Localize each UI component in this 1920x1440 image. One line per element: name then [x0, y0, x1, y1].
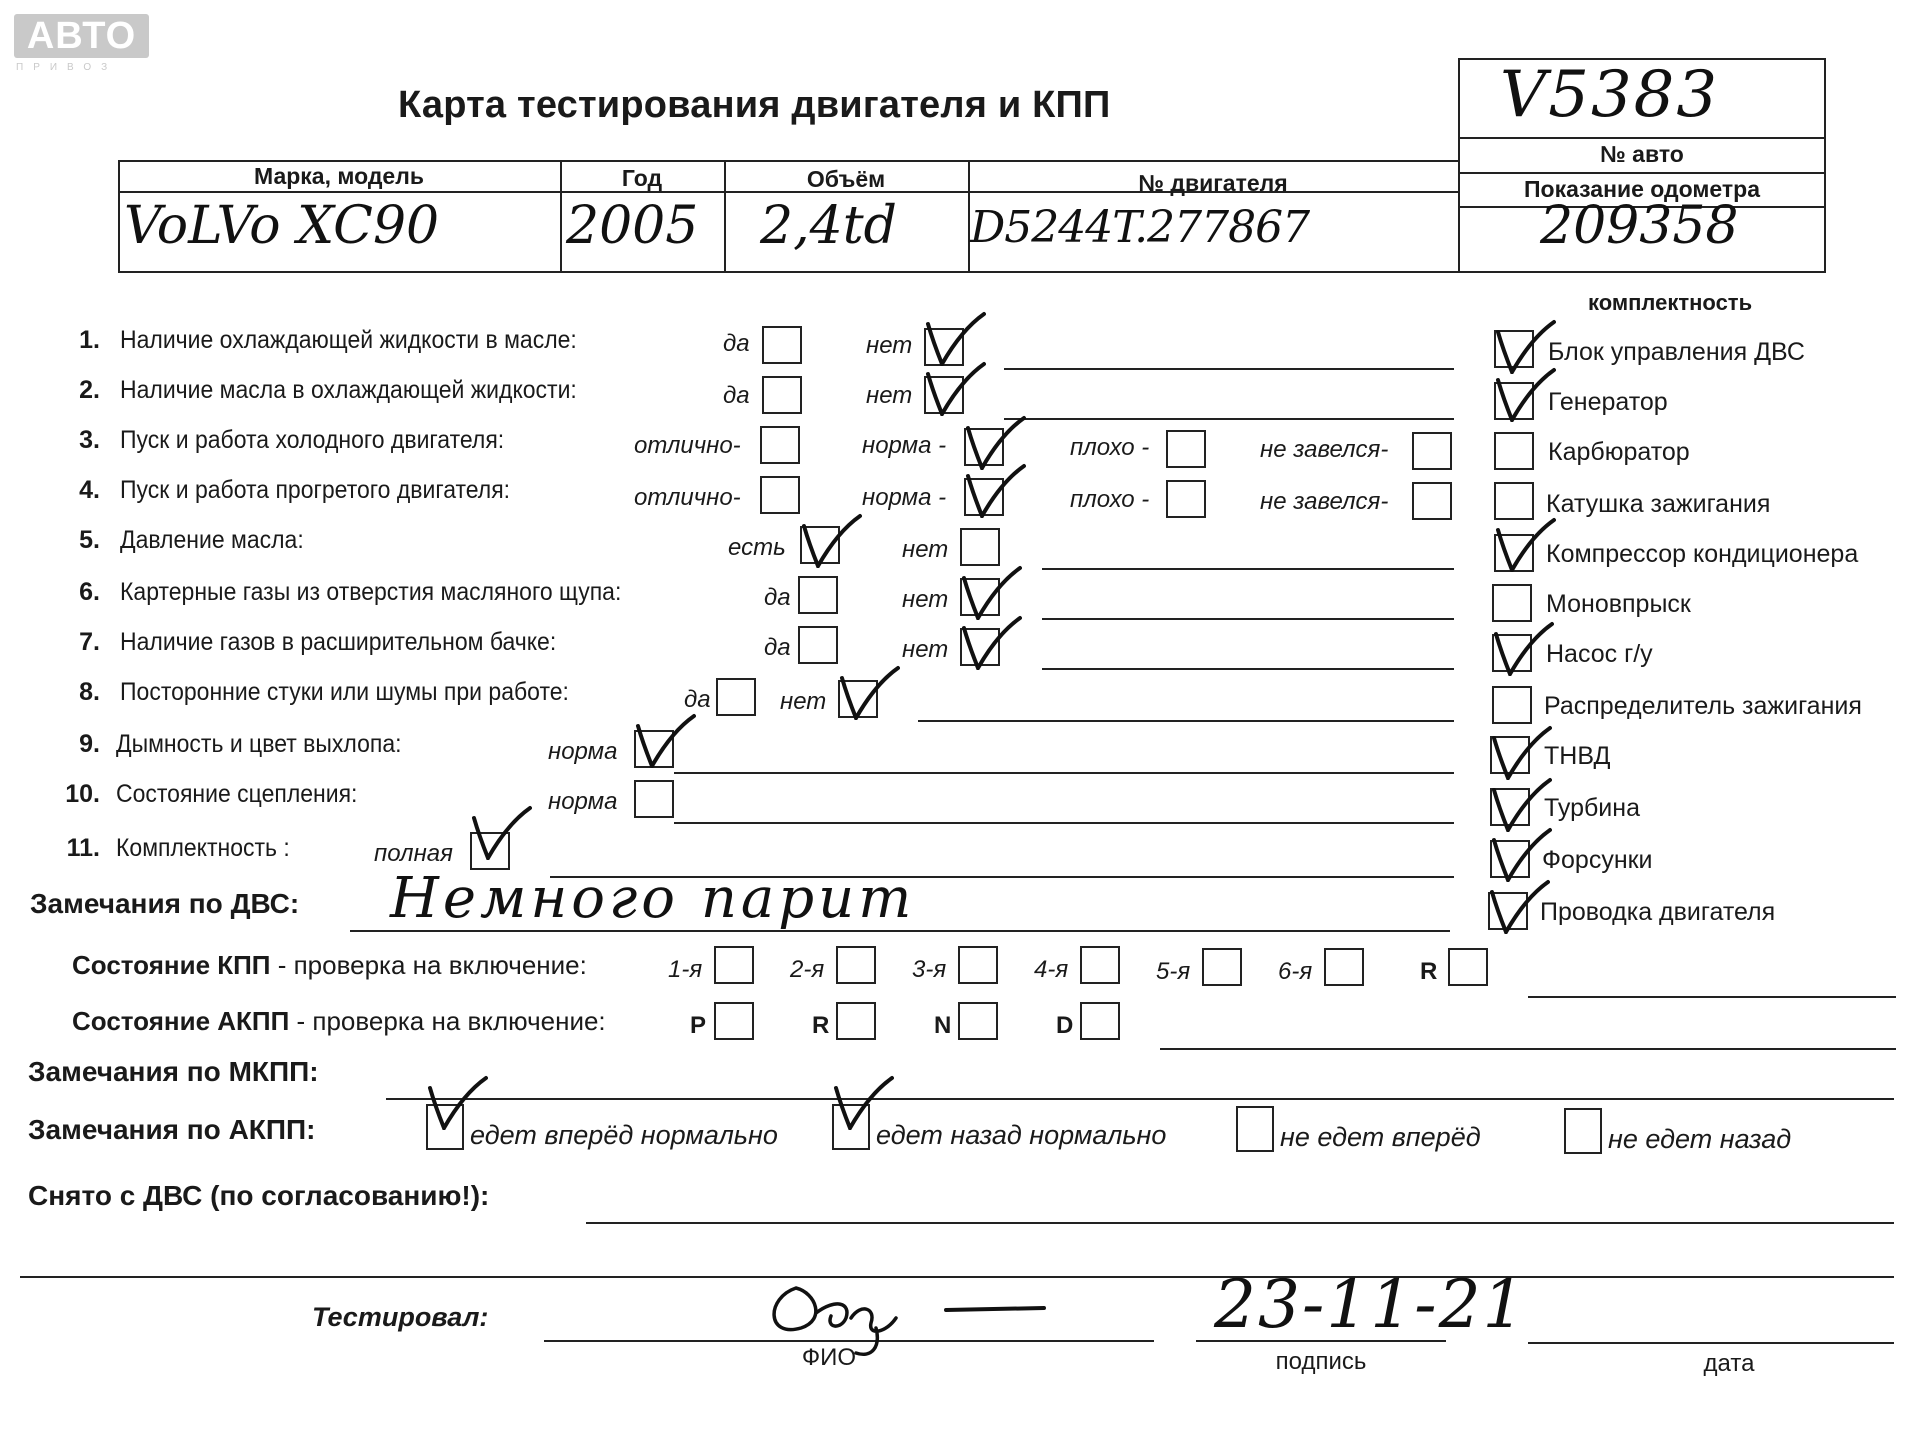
q3-normal-checkbox[interactable] — [964, 428, 1004, 466]
question-11-text: Комплектность : — [116, 834, 290, 862]
akpp-back-ok-checkbox[interactable] — [832, 1104, 870, 1150]
akpp-forward-ok-label: едет вперёд нормально — [470, 1120, 778, 1150]
q4-nostart-checkbox[interactable] — [1412, 482, 1452, 520]
akpp-mode-label: R — [812, 1012, 830, 1039]
logo-main-text: АВТО — [14, 14, 149, 58]
gear-1-checkbox[interactable] — [714, 946, 754, 984]
akpp-no-back-checkbox[interactable] — [1564, 1108, 1602, 1154]
remarks-dvs-value: Немного парит — [390, 866, 916, 931]
gear-label: 6-я — [1278, 958, 1313, 985]
remarks-mkpp-line — [386, 1098, 1894, 1100]
engine-no-value: D5244T.277867 — [970, 202, 1310, 253]
kit-item-label: Катушка зажигания — [1546, 490, 1771, 518]
q6-yes-checkbox[interactable] — [798, 576, 838, 614]
q4-opt-nostart-label: не завелся- — [1260, 488, 1389, 515]
gear-r-checkbox[interactable] — [1448, 948, 1488, 986]
model-value: VoLVo XC90 — [124, 196, 440, 256]
fio-caption: ФИО — [801, 1344, 857, 1371]
removed-line-2 — [20, 1276, 1894, 1278]
answer-line — [674, 822, 1454, 824]
akpp-mode-label: D — [1056, 1012, 1074, 1039]
kpp-label-rest: - проверка на включение: — [270, 950, 587, 980]
q10-opt-normal-label: норма — [548, 788, 618, 815]
gear-4-checkbox[interactable] — [1080, 946, 1120, 984]
akpp-label-rest: - проверка на включение: — [289, 1006, 606, 1036]
question-number: 9. — [79, 730, 100, 758]
akpp-mode-label: N — [934, 1012, 952, 1039]
remarks-akpp-label: Замечания по АКПП: — [28, 1114, 316, 1145]
gear-6-checkbox[interactable] — [1324, 948, 1364, 986]
kit-item-label: Форсунки — [1542, 846, 1653, 874]
q2-yes-checkbox[interactable] — [762, 376, 802, 414]
car-number-value: V5383 — [1500, 58, 1720, 132]
q4-opt-excellent-label: отлично- — [634, 484, 741, 511]
akpp-line — [1160, 1048, 1896, 1050]
q2-no-checkbox[interactable] — [924, 376, 964, 414]
kit-checkbox[interactable] — [1494, 330, 1534, 368]
q1-yes-checkbox[interactable] — [762, 326, 802, 364]
q11-opt-full-label: полная — [374, 840, 453, 867]
kit-item-label: Моновпрыск — [1546, 590, 1691, 618]
akpp-r-checkbox[interactable] — [836, 1002, 876, 1040]
remarks-dvs-label: Замечания по ДВС: — [30, 888, 300, 919]
question-number: 5. — [79, 526, 100, 554]
q6-opt-yes-label: да — [764, 584, 791, 611]
q9-opt-normal-label: норма — [548, 738, 618, 765]
q4-normal-checkbox[interactable] — [964, 478, 1004, 516]
q5-opt-yes-label: есть — [728, 534, 786, 561]
question-number: 8. — [79, 678, 100, 706]
kit-item-label: Турбина — [1544, 794, 1640, 822]
q1-opt-yes-label: да — [723, 330, 750, 357]
kit-item-label: Насос г/у — [1546, 640, 1653, 668]
date-line — [1528, 1342, 1894, 1344]
removed-label: Снято с ДВС (по согласованию!): — [28, 1180, 490, 1211]
question-number: 6. — [79, 578, 100, 606]
question-2-text: Наличие масла в охлаждающей жидкости: — [120, 376, 577, 404]
akpp-p-checkbox[interactable] — [714, 1002, 754, 1040]
removed-line — [586, 1222, 1894, 1224]
akpp-no-forward-label: не едет вперёд — [1280, 1122, 1481, 1152]
col-header-year: Год — [621, 165, 663, 191]
car-number-label: № авто — [1600, 141, 1684, 167]
q1-opt-no-label: нет — [866, 332, 913, 359]
col-header-volume: Объём — [806, 166, 886, 192]
q6-no-checkbox[interactable] — [960, 578, 1000, 616]
q8-yes-checkbox[interactable] — [716, 678, 756, 716]
akpp-back-ok-label: едет назад нормально — [876, 1120, 1167, 1150]
q3-excellent-checkbox[interactable] — [760, 426, 800, 464]
kit-item-label: Компрессор кондиционера — [1546, 540, 1859, 568]
question-number: 3. — [79, 426, 100, 454]
akpp-mode-label: P — [690, 1012, 707, 1039]
kpp-label-bold: Состояние КПП — [72, 950, 271, 980]
signature-caption: подпись — [1275, 1348, 1367, 1375]
page-title: Карта тестирования двигателя и КПП — [398, 84, 1111, 126]
kit-checkbox[interactable] — [1492, 634, 1532, 672]
q8-no-checkbox[interactable] — [838, 680, 878, 718]
kit-checkbox[interactable] — [1492, 584, 1532, 622]
question-number: 7. — [79, 628, 100, 656]
kit-checkbox[interactable] — [1494, 534, 1534, 572]
logo-sub-text: ПРИВОЗ — [16, 62, 118, 73]
col-header-engine-no: № двигателя — [1138, 170, 1288, 196]
q7-opt-no-label: нет — [902, 636, 949, 663]
question-10-text: Состояние сцепления: — [116, 780, 358, 808]
gear-label: 5-я — [1156, 958, 1191, 985]
car-number-divider — [1458, 137, 1826, 139]
question-number: 4. — [79, 476, 100, 504]
answer-line — [674, 772, 1454, 774]
gear-label: 3-я — [912, 956, 947, 983]
akpp-forward-ok-checkbox[interactable] — [426, 1104, 464, 1150]
question-number: 10. — [65, 780, 100, 808]
gear-label: R — [1420, 958, 1438, 985]
q11-full-checkbox[interactable] — [470, 832, 510, 870]
q4-excellent-checkbox[interactable] — [760, 476, 800, 514]
answer-line — [1042, 668, 1454, 670]
q3-opt-nostart-label: не завелся- — [1260, 436, 1389, 463]
gear-label: 1-я — [668, 956, 703, 983]
car-number-divider-2 — [1458, 172, 1826, 174]
q8-opt-no-label: нет — [780, 688, 827, 715]
answer-line — [1042, 618, 1454, 620]
q5-no-checkbox[interactable] — [960, 528, 1000, 566]
q8-opt-yes-label: да — [684, 686, 711, 713]
kit-checkbox[interactable] — [1494, 382, 1534, 420]
akpp-n-checkbox[interactable] — [958, 1002, 998, 1040]
q2-opt-no-label: нет — [866, 382, 913, 409]
kit-checkbox[interactable] — [1490, 788, 1530, 826]
kpp-label — [72, 950, 587, 981]
question-5-text: Давление масла: — [120, 526, 304, 554]
kit-heading: комплектность — [1588, 290, 1753, 315]
q2-opt-yes-label: да — [723, 382, 750, 409]
kit-item-label: Проводка двигателя — [1540, 898, 1776, 926]
kit-checkbox[interactable] — [1494, 432, 1534, 470]
kit-checkbox[interactable] — [1490, 736, 1530, 774]
q5-yes-checkbox[interactable] — [800, 526, 840, 564]
akpp-d-checkbox[interactable] — [1080, 1002, 1120, 1040]
gear-5-checkbox[interactable] — [1202, 948, 1242, 986]
gear-3-checkbox[interactable] — [958, 946, 998, 984]
date-value: 23-11-21 — [1214, 1266, 1527, 1343]
q10-normal-checkbox[interactable] — [634, 780, 674, 818]
fio-line — [544, 1340, 1154, 1342]
question-6-text: Картерные газы из отверстия масляного щупа: — [120, 578, 622, 606]
q7-yes-checkbox[interactable] — [798, 626, 838, 664]
date-caption: дата — [1703, 1350, 1755, 1377]
question-8-text: Посторонние стуки или шумы при работе: — [120, 678, 569, 706]
kit-item-label: Генератор — [1548, 388, 1668, 416]
question-4-text: Пуск и работа прогретого двигателя: — [120, 476, 511, 504]
company-logo — [14, 14, 154, 73]
col-header-model: Марка, модель — [254, 163, 424, 189]
gear-2-checkbox[interactable] — [836, 946, 876, 984]
kit-item-label: Карбюратор — [1548, 438, 1690, 466]
akpp-no-forward-checkbox[interactable] — [1236, 1106, 1274, 1152]
question-number: 11. — [66, 834, 100, 862]
kit-item-label: Блок управления ДВС — [1548, 338, 1805, 366]
q3-opt-normal-label: норма - — [862, 432, 947, 459]
question-number: 2. — [79, 376, 100, 404]
q3-bad-checkbox[interactable] — [1166, 430, 1206, 468]
q9-normal-checkbox[interactable] — [634, 730, 674, 768]
gear-label: 2-я — [790, 956, 825, 983]
akpp-no-back-label: не едет назад — [1608, 1124, 1792, 1154]
odometer-value: 209358 — [1540, 196, 1739, 256]
q7-no-checkbox[interactable] — [960, 628, 1000, 666]
q6-opt-no-label: нет — [902, 586, 949, 613]
q3-opt-bad-label: плохо - — [1070, 434, 1150, 461]
col-header-odometer: Показание одометра — [1524, 176, 1760, 202]
kit-item-label: ТНВД — [1544, 742, 1611, 770]
answer-line — [1004, 368, 1454, 370]
answer-line — [1042, 568, 1454, 570]
q7-opt-yes-label: да — [764, 634, 791, 661]
kpp-line — [1528, 996, 1896, 998]
akpp-label-bold: Состояние АКПП — [72, 1006, 290, 1036]
question-3-text: Пуск и работа холодного двигателя: — [120, 426, 505, 454]
q1-no-checkbox[interactable] — [924, 328, 964, 366]
gear-label: 4-я — [1034, 956, 1069, 983]
q4-opt-normal-label: норма - — [862, 484, 947, 511]
answer-line — [1004, 418, 1454, 420]
kit-checkbox[interactable] — [1488, 892, 1528, 930]
kit-checkbox[interactable] — [1492, 686, 1532, 724]
q5-opt-no-label: нет — [902, 536, 949, 563]
answer-line — [918, 720, 1454, 722]
q3-opt-excellent-label: отлично- — [634, 432, 741, 459]
question-9-text: Дымность и цвет выхлопа: — [116, 730, 402, 758]
question-7-text: Наличие газов в расширительном бачке: — [120, 628, 557, 656]
remarks-mkpp-label: Замечания по МКПП: — [28, 1056, 319, 1087]
volume-value: 2,4td — [760, 196, 897, 256]
kit-checkbox[interactable] — [1490, 840, 1530, 878]
kit-checkbox[interactable] — [1494, 482, 1534, 520]
q3-nostart-checkbox[interactable] — [1412, 432, 1452, 470]
question-1-text: Наличие охлаждающей жидкости в масле: — [120, 326, 577, 354]
tested-label: Тестировал: — [312, 1302, 489, 1332]
q4-bad-checkbox[interactable] — [1166, 480, 1206, 518]
q4-opt-bad-label: плохо - — [1070, 486, 1150, 513]
year-value: 2005 — [566, 196, 699, 256]
kit-item-label: Распределитель зажигания — [1544, 692, 1862, 720]
akpp-label — [72, 1006, 606, 1037]
signature-scribble — [756, 1258, 1056, 1358]
question-number: 1. — [79, 326, 100, 354]
